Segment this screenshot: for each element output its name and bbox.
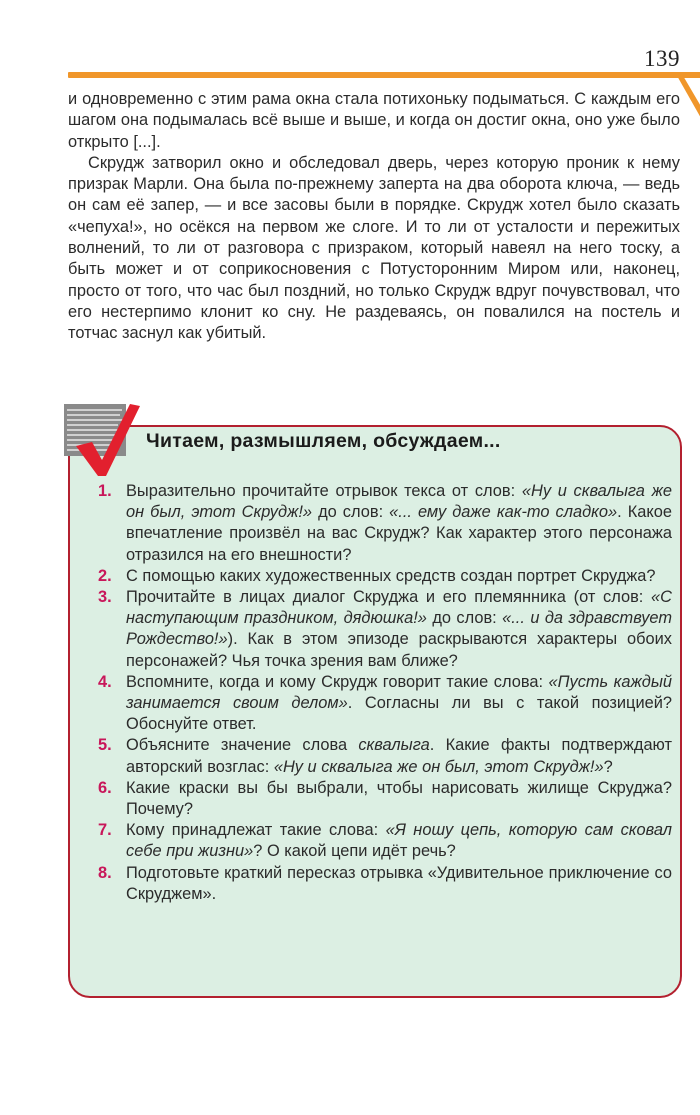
question-item bbox=[98, 587, 672, 672]
question-text: Подготовьте краткий пересказ отрывка «Удивительное приключение со Скруджем». bbox=[126, 863, 672, 903]
question-number: 8. bbox=[98, 863, 112, 882]
question-text: Прочитайте в лицах диалог Скруджа и его племянника (от слов: bbox=[126, 588, 652, 607]
question-number: 3. bbox=[98, 588, 112, 607]
question-item bbox=[98, 735, 672, 777]
story-text bbox=[68, 89, 680, 345]
question-number: 2. bbox=[98, 566, 112, 585]
header-rule bbox=[68, 72, 700, 78]
quoted-text: «Я ношу цепь, которую сам сковал себе при жизни» bbox=[126, 821, 672, 861]
question-text: ? bbox=[603, 757, 613, 776]
question-number: 4. bbox=[98, 672, 112, 691]
question-text: ). Как в этом эпизоде раскрываются характеры обоих персонажей? Чья точка зрения вам ближе? bbox=[126, 630, 672, 670]
question-item bbox=[98, 672, 672, 736]
question-number: 5. bbox=[98, 736, 112, 755]
question-text: Кому принадлежат такие слова: bbox=[126, 821, 386, 840]
paragraph: и одновременно с этим рама окна стала потихоньку подыматься. С каждым его шагом она подымалась всё выше и выше, и когда он достиг окна, оно уже было открыто [...]. bbox=[68, 90, 680, 151]
question-text: ? О какой цепи идёт речь? bbox=[253, 842, 456, 861]
question-list bbox=[98, 481, 672, 905]
question-item bbox=[98, 566, 672, 587]
quoted-text: «Ну и сквалыга же он был, этот Скрудж!» bbox=[273, 757, 604, 776]
box-title: Читаем, размышляем, обсуждаем... bbox=[146, 430, 501, 452]
question-text: . Какие факты подтверждают авторский возглас: bbox=[126, 736, 672, 776]
question-text: Объясните значение слова bbox=[126, 736, 359, 755]
question-item bbox=[98, 778, 672, 820]
question-text: до слов: bbox=[426, 609, 503, 628]
question-text: . Согласны ли вы с такой позицией? Обоснуйте ответ. bbox=[126, 694, 672, 734]
quoted-text: «Пусть каждый занимается своим делом» bbox=[126, 672, 673, 713]
question-text: Вспомните, когда и кому Скрудж говорит такие слова: bbox=[126, 672, 549, 691]
checkmark-notepad-icon bbox=[62, 402, 146, 480]
question-text: . Какое впечатление произвёл на вас Скрудж? Как характер этого персонажа отразился на его внешности? bbox=[126, 503, 672, 564]
question-text: С помощью каких художественных средств создан портрет Скруджа? bbox=[126, 566, 656, 585]
paragraph: Скрудж затворил окно и обследовал дверь, через которую проник к нему призрак Марли. Она была по-прежнему заперта на два оборота ключа, — ведь он сам её запер, — и все засовы были в порядке. Скрудж хотел было сказать «чепуха!», но осёкся на первом же слоге. И то ли от усталости и пережитых волнений, то ли от разговора с призраком, который навеял на него тоску, а быть может и от соприкосновения с Потусторонним Миром или, наконец, просто от того, что час был поздний, но только Скрудж вдруг почувствовал, что его нестерпимо клонит ко сну. Не раздеваясь, он повалился на постель и тотчас заснул как убитый. bbox=[68, 153, 680, 343]
quoted-text: сквалыга bbox=[358, 736, 430, 755]
question-item bbox=[98, 481, 672, 566]
quoted-text: «Ну и сквалыга же он был, этот Скрудж!» bbox=[126, 482, 672, 522]
question-text: Какие краски вы бы выбрали, чтобы нарисовать жилище Скруджа? Почему? bbox=[126, 778, 672, 819]
question-item bbox=[98, 863, 672, 905]
question-number: 1. bbox=[98, 482, 112, 500]
question-text: Выразительно прочитайте отрывок текса от слов: bbox=[126, 482, 522, 500]
quoted-text: «... и да здравствует Рождество!» bbox=[126, 609, 672, 649]
question-number: 7. bbox=[98, 821, 112, 840]
question-text: до слов: bbox=[312, 503, 390, 522]
question-number: 6. bbox=[98, 778, 112, 797]
quoted-text: «С наступающим праздником, дядюшка!» bbox=[126, 588, 672, 628]
question-item bbox=[98, 820, 672, 862]
page-number: 139 bbox=[644, 46, 680, 71]
quoted-text: «... ему даже как-то сладко» bbox=[389, 503, 618, 522]
